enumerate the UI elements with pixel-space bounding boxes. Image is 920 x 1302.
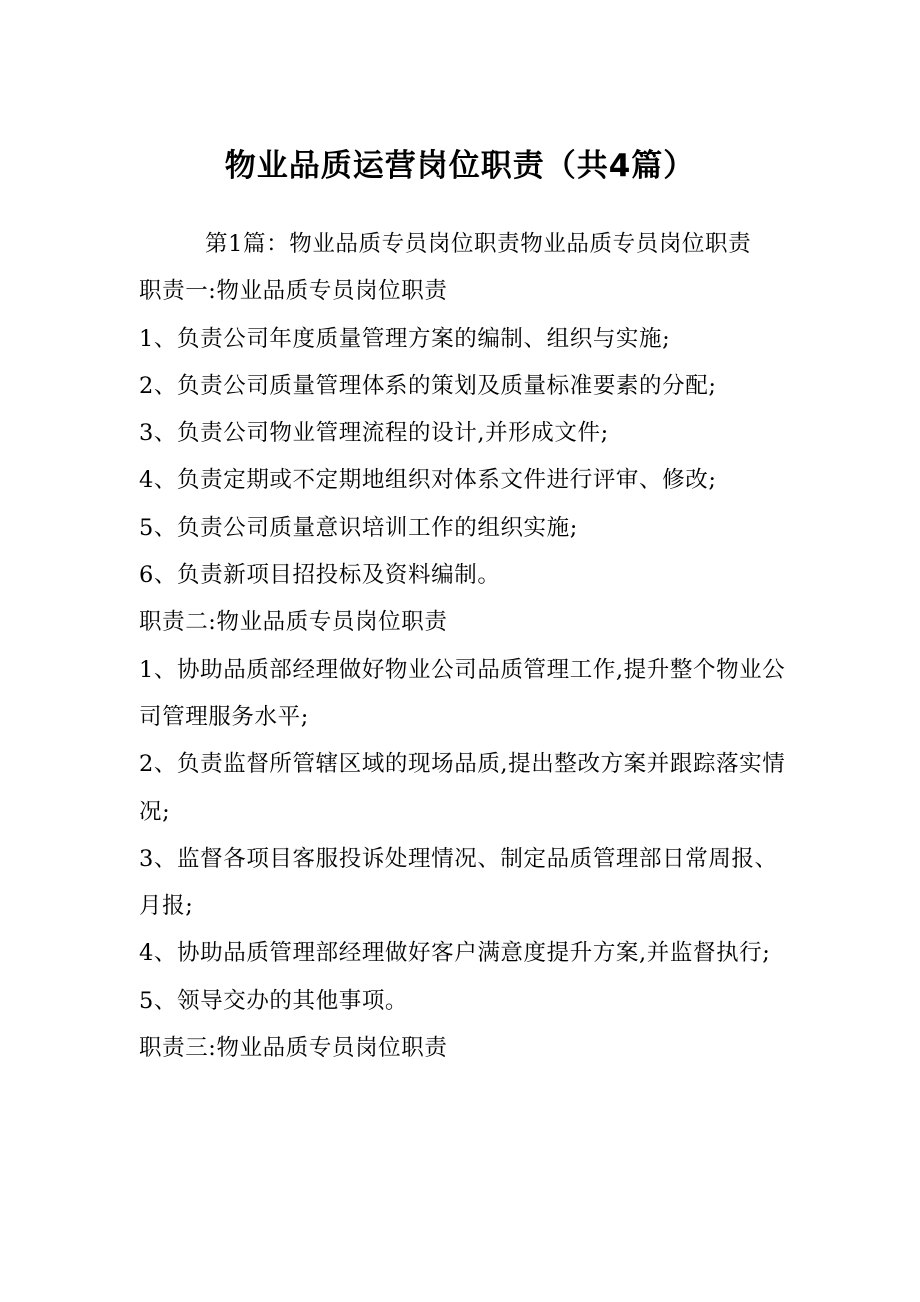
list-item: 4、协助品质管理部经理做好客户满意度提升方案,并监督执行;: [139, 940, 771, 967]
list-item: 5、负责公司质量意识培训工作的组织实施;: [139, 514, 578, 541]
document-title: 物业品质运营岗位职责（共4篇）: [224, 148, 696, 184]
list-item: 6、负责新项目招投标及资料编制。: [139, 562, 501, 589]
list-item: 1、负责公司年度质量管理方案的编制、组织与实施;: [139, 325, 671, 352]
list-item: 3、负责公司物业管理流程的设计,并形成文件;: [139, 420, 609, 447]
section-heading: 职责一:物业品质专员岗位职责: [139, 278, 448, 305]
section-heading: 职责三:物业品质专员岗位职责: [139, 1035, 448, 1062]
list-item: 1、协助品质部经理做好物业公司品质管理工作,提升整个物业公司管理服务水平;: [139, 656, 786, 730]
list-item: 2、负责公司质量管理体系的策划及质量标准要素的分配;: [139, 372, 717, 399]
article-heading: 第1篇：物业品质专员岗位职责物业品质专员岗位职责: [205, 231, 752, 257]
section-heading: 职责二:物业品质专员岗位职责: [139, 609, 448, 636]
list-item: 2、负责监督所管辖区域的现场品质,提出整改方案并跟踪落实情况;: [139, 751, 786, 825]
document-body: [139, 221, 789, 1072]
list-item: 5、领导交办的其他事项。: [139, 987, 409, 1014]
list-item: 3、监督各项目客服投诉处理情况、制定品质管理部日常周报、月报;: [139, 845, 778, 920]
list-item: 4、负责定期或不定期地组织对体系文件进行评审、修改;: [139, 467, 717, 494]
